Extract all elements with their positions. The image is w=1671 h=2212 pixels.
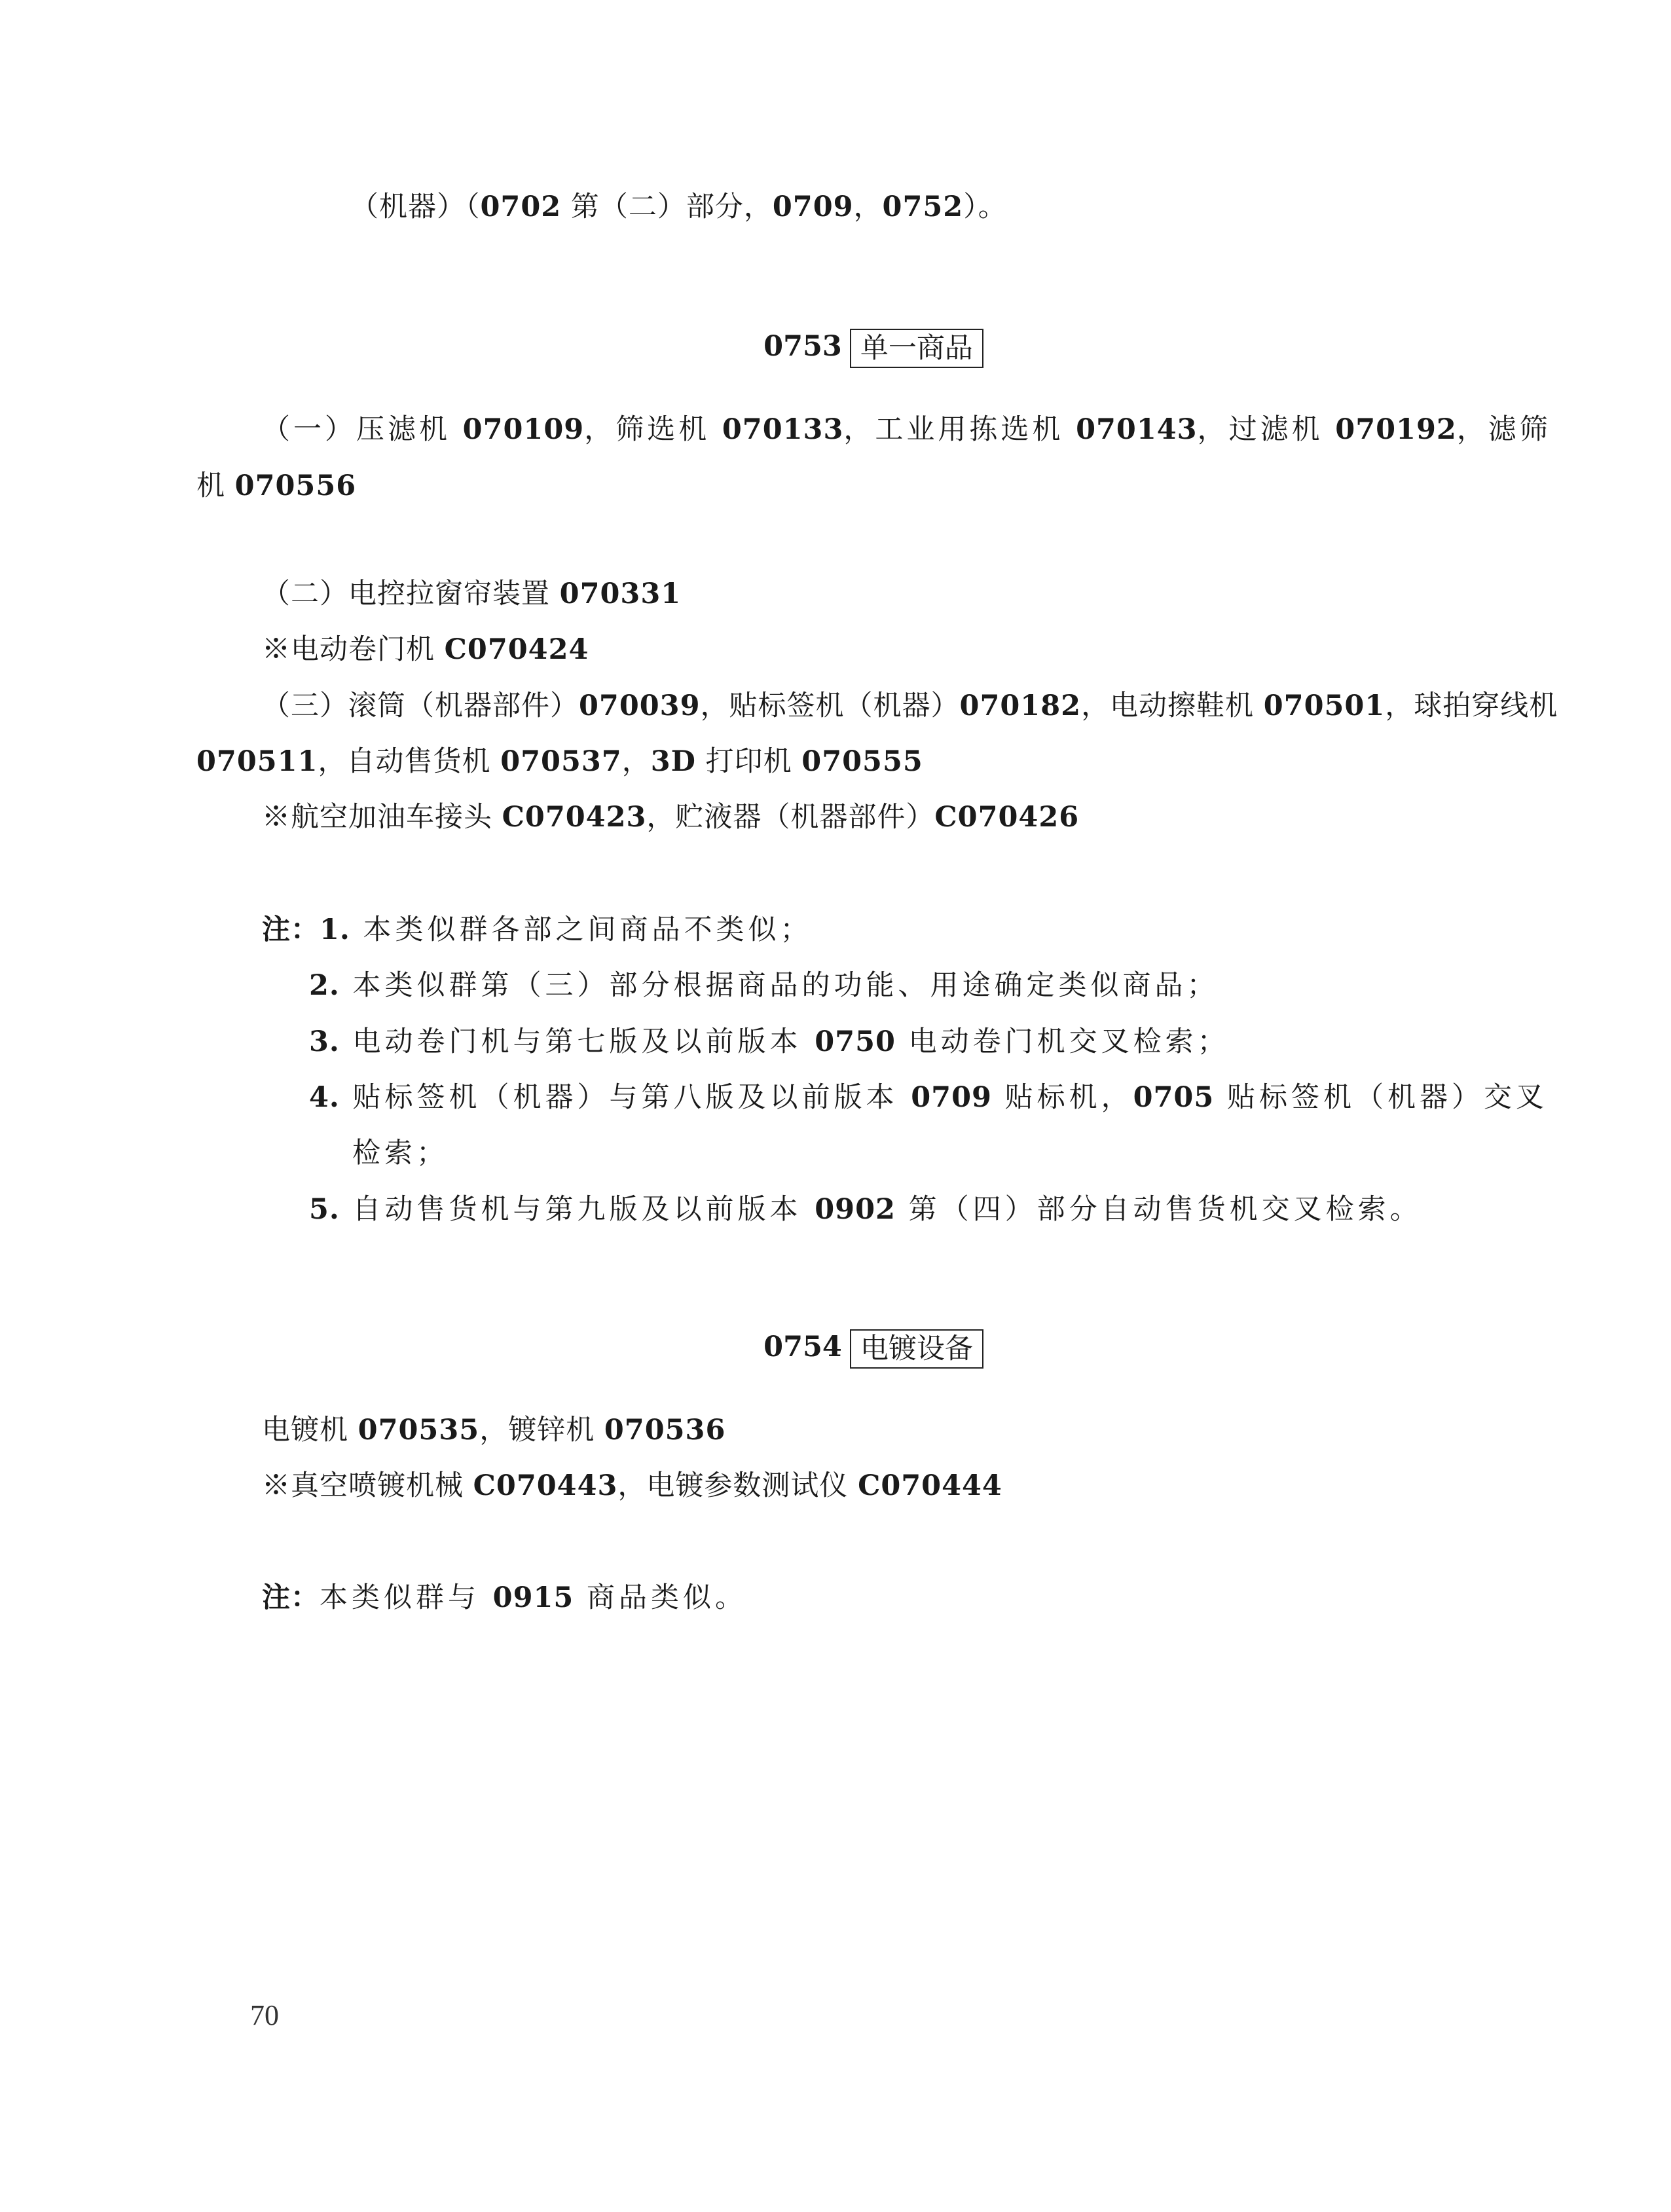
text-segment: ，电动擦鞋机 — [1081, 690, 1264, 722]
group-heading-0753 — [0, 325, 1671, 368]
bold-code: 3. — [309, 1025, 340, 1058]
note-1 — [262, 910, 813, 949]
text-segment: 本类似群与 — [320, 1581, 493, 1614]
part-1-line-1 — [262, 410, 1551, 449]
code: 0752 — [882, 191, 964, 223]
text-segment: 检索； — [352, 1137, 449, 1170]
text-segment: ，贴标签机（机器） — [700, 690, 960, 722]
bold-code: 070555 — [801, 745, 923, 778]
note-3 — [309, 1022, 1230, 1061]
continuation-line — [350, 187, 1007, 227]
text-segment: （二）电控拉窗帘装置 — [262, 578, 560, 610]
text-segment: 本类似群各部之间商品不类似； — [350, 913, 813, 946]
text-segment: ※航空加油车接头 — [262, 801, 502, 834]
note-2 — [309, 966, 1219, 1005]
text-segment: 贴标机， — [991, 1081, 1133, 1114]
text-segment: ，筛选机 — [584, 413, 722, 446]
bold-code: C070443 — [473, 1469, 618, 1502]
text-segment: （机器）（ — [350, 191, 481, 223]
bold-code: 0750 — [815, 1025, 896, 1058]
part-3-line-3 — [262, 798, 1079, 837]
bold-code: 5. — [309, 1193, 340, 1226]
group-code: 0754 — [763, 1331, 842, 1363]
note-4 — [309, 1078, 1548, 1117]
text-segment: ， — [621, 745, 651, 778]
bold-code: 0705 — [1133, 1081, 1215, 1114]
bold-code: 070501 — [1263, 690, 1386, 722]
part-2-line-2 — [262, 630, 589, 669]
bold-code: 070109 — [462, 413, 585, 446]
bold-code: 070133 — [722, 413, 844, 446]
bold-code: 070536 — [604, 1414, 726, 1447]
group-heading-0754 — [0, 1326, 1671, 1369]
group-title: 电镀设备 — [850, 1329, 983, 1369]
text-segment: 第（四）部分自动售货机交叉检索。 — [895, 1193, 1422, 1226]
text-segment: 贴标签机（机器）交叉 — [1214, 1081, 1548, 1114]
bold-code: 070143 — [1076, 413, 1198, 446]
text-segment: 电动卷门机交叉检索； — [895, 1025, 1230, 1058]
text-segment: ，电镀参数测试仪 — [617, 1469, 858, 1502]
note-4-continued — [352, 1134, 449, 1173]
bold-code: 070535 — [358, 1414, 480, 1447]
bold-code: 0902 — [815, 1193, 896, 1226]
group-title: 单一商品 — [850, 329, 983, 368]
text-segment: 第（二）部分， — [561, 191, 773, 223]
bold-code: C070423 — [502, 801, 647, 834]
text-segment: 电动卷门机与第七版及以前版本 — [339, 1025, 815, 1058]
bold-code: 0915 — [492, 1581, 574, 1614]
text-segment: 电镀机 — [262, 1414, 358, 1447]
bold-code: 注： — [262, 913, 320, 946]
bold-code: C070426 — [934, 801, 1080, 834]
text-segment: ，过滤机 — [1197, 413, 1336, 446]
bold-code: C070424 — [444, 633, 589, 666]
text-segment: ※真空喷镀机械 — [262, 1469, 473, 1502]
bold-code: 070039 — [579, 690, 701, 722]
text-segment: ，镀锌机 — [479, 1414, 604, 1447]
text-segment: ，自动售货机 — [318, 745, 501, 778]
bold-code: 注： — [262, 1581, 320, 1614]
text-segment: ， — [853, 191, 883, 223]
text-segment: ，贮液器（机器部件） — [646, 801, 935, 834]
text-segment: 机 — [196, 470, 235, 502]
bold-code: 070537 — [500, 745, 622, 778]
part-3-line-2 — [196, 742, 923, 781]
group-code: 0753 — [763, 330, 842, 363]
bold-code: 0709 — [911, 1081, 992, 1114]
bold-code: 4. — [309, 1081, 340, 1114]
bold-code: 070556 — [234, 470, 357, 502]
text-segment: ※电动卷门机 — [262, 633, 445, 666]
bold-code: 2. — [309, 969, 340, 1002]
note-5 — [309, 1190, 1422, 1229]
text-segment: （三）滚筒（机器部件） — [262, 690, 579, 722]
plating-line-1 — [262, 1410, 725, 1450]
text-segment: 商品类似。 — [574, 1581, 748, 1614]
plating-line-2 — [262, 1466, 1002, 1505]
text-segment: 自动售货机与第九版及以前版本 — [339, 1193, 815, 1226]
part-1-line-2 — [196, 466, 356, 506]
text-segment: 打印机 — [695, 745, 802, 778]
text-segment: （一）压滤机 — [262, 413, 463, 446]
text-segment: ，滤筛 — [1456, 413, 1551, 446]
text-segment: 贴标签机（机器）与第八版及以前版本 — [339, 1081, 911, 1114]
text-segment: ，球拍穿线机 — [1385, 690, 1558, 722]
bold-code: 070511 — [196, 745, 318, 778]
part-2-line-1 — [262, 574, 681, 614]
bold-code: 070182 — [959, 690, 1082, 722]
bold-code: C070444 — [858, 1469, 1002, 1502]
text-segment: 本类似群第（三）部分根据商品的功能、用途确定类似商品； — [339, 969, 1219, 1002]
plating-note — [262, 1578, 747, 1617]
code: 0702 — [480, 191, 562, 223]
bold-code: 070331 — [559, 578, 682, 610]
part-3-line-1 — [262, 686, 1558, 726]
text-segment: ，工业用拣选机 — [843, 413, 1076, 446]
bold-code: 070192 — [1335, 413, 1457, 446]
bold-code: 3D — [650, 745, 696, 778]
bold-code: 1. — [320, 913, 350, 946]
text-segment: ）。 — [963, 191, 1007, 223]
code: 0709 — [772, 191, 854, 223]
page-number: 70 — [250, 1999, 279, 2031]
